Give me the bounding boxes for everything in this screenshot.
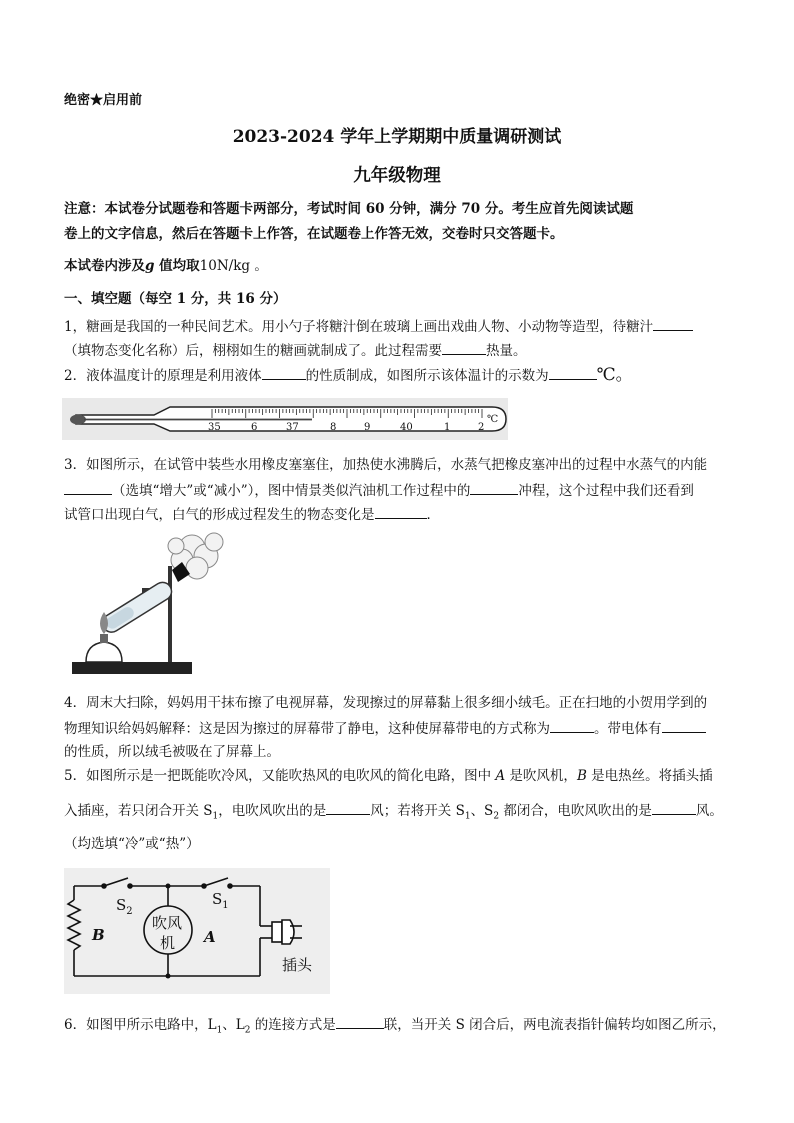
q2-blank-1[interactable] <box>262 366 306 380</box>
q5-sub-2: 2 <box>493 811 500 822</box>
q4-text-2a: 物理知识给妈妈解释：这是因为擦过的屏幕带了静电，这种使屏幕带电的方式称为 <box>64 721 550 737</box>
q5-text-2d: 、S <box>470 803 494 819</box>
thermo-label-41: 1 <box>444 422 451 433</box>
q1-blank-2[interactable] <box>442 341 486 355</box>
q1-line-1 <box>64 317 693 336</box>
thermo-label-36: 6 <box>251 422 258 433</box>
thermo-label-38: 8 <box>330 422 337 433</box>
q6-blank-1[interactable] <box>336 1015 384 1029</box>
thermo-label-40: 40 <box>400 422 413 433</box>
q5-text-1a: 5．如图所示是一把既能吹冷风，又能吹热风的电吹风的简化电路，图中 <box>64 768 496 784</box>
thermometer-bulb <box>70 415 86 425</box>
thermo-label-37: 37 <box>286 422 299 433</box>
g-note-prefix: 本试卷内涉及 <box>64 258 145 274</box>
q5-line-1 <box>64 767 713 785</box>
q4-text-2b: 。带电体有 <box>594 721 662 737</box>
q3-text-3a: 试管口出现白气，白气的形成过程发生的物态变化是 <box>64 507 375 523</box>
q5-text-2c: 风；若将开关 S <box>370 803 465 819</box>
g-note-unit: 10N/kg <box>199 258 251 274</box>
q5-sub-1: 1 <box>212 811 219 822</box>
q4-blank-2[interactable] <box>662 719 706 733</box>
label-b: B <box>92 926 105 944</box>
q5-text-2f: 风。 <box>695 803 723 819</box>
q5-sub-1b: 1 <box>464 811 471 822</box>
q1-text-1: 1，糖画是我国的一种民间艺术。用小勺子将糖汁倒在玻璃上画出戏曲人物、小动物等造型，待糖汁 <box>64 319 654 335</box>
circuit-diagram <box>64 868 330 994</box>
label-a: A <box>204 928 216 946</box>
q3-text-2b: 冲程，这个过程中我们还看到 <box>518 483 694 499</box>
section-heading: 一、填空题（每空 1 分，共 16 分） <box>64 291 287 307</box>
q3-blank-1[interactable] <box>64 481 112 495</box>
q6-sub-1: 1 <box>216 1025 223 1036</box>
q6-sub-2: 2 <box>244 1025 251 1036</box>
q1-text-2a: （填物态变化名称）后，栩栩如生的糖画就制成了。此过程需要 <box>64 343 442 359</box>
q5-var-b: B <box>576 768 587 784</box>
stand-base <box>72 662 192 674</box>
q2-blank-2[interactable] <box>549 366 597 380</box>
q6-text-a: 6．如图甲所示电路中，L <box>64 1017 217 1033</box>
q3-line-1: 3．如图所示，在试管中装些水用橡皮塞塞住，加热使水沸腾后，水蒸气把橡皮塞冲出的过程中水蒸气的内能 <box>64 457 708 473</box>
g-note-var: g <box>145 258 155 274</box>
q6-text-d: 联，当开关 S 闭合后，两电流表指针偏转均如图乙所示， <box>383 1017 726 1033</box>
q3-text-3b: ． <box>426 507 440 523</box>
q5-text-1b: 是吹风机， <box>505 768 577 784</box>
q5-text-1c: 是电热丝。将插头插 <box>586 768 713 784</box>
q5-blank-2[interactable] <box>652 801 696 815</box>
notice-line-2: 卷上的文字信息，然后在答题卡上作答，在试题卷上作答无效，交卷时只交答题卡。 <box>64 226 564 242</box>
q5-line-2 <box>64 801 723 826</box>
q6-line-1 <box>64 1015 726 1040</box>
q3-line-2 <box>64 481 694 500</box>
q5-text-2b: ，电吹风吹出的是 <box>218 803 327 819</box>
q4-line-2 <box>64 719 706 738</box>
q2-text-c: ℃。 <box>596 365 633 385</box>
q5-blank-1[interactable] <box>326 801 370 815</box>
q5-text-2a: 入插座，若只闭合开关 S <box>64 803 213 819</box>
exam-title: 2023-2024 学年上学期期中质量调研测试 <box>232 127 562 147</box>
q4-line-3: 的性质，所以绒毛被吸在了屏幕上。 <box>64 744 280 760</box>
label-s2: $S_2$ <box>116 896 133 917</box>
q6-text-b: 、L <box>222 1017 245 1033</box>
q6-text-c: 的连接方式是 <box>250 1017 336 1033</box>
thermo-unit: ℃ <box>487 414 499 425</box>
exam-subtitle: 九年级物理 <box>353 166 441 186</box>
thermometer-figure <box>62 398 508 440</box>
q3-text-2a: （选填“增大”或“减小”），图中情景类似汽油机工作过程中的 <box>112 483 471 499</box>
q3-line-3 <box>64 505 440 524</box>
q1-text-2b: 热量。 <box>486 343 527 359</box>
stand-rod <box>168 566 172 670</box>
motor-label-2: 机 <box>160 934 176 952</box>
g-note-mid: 值均取 <box>154 258 200 274</box>
q2-text-a: 2．液体温度计的原理是利用液体 <box>64 368 262 384</box>
plug-label: 插头 <box>282 956 313 974</box>
thermo-label-39: 9 <box>364 422 371 433</box>
label-s1: $S_1$ <box>212 890 229 911</box>
motor-label-1: 吹风 <box>152 914 183 932</box>
g-value-note <box>64 257 268 275</box>
notice-line-1: 注意：本试卷分试题卷和答题卡两部分，考试时间 60 分钟，满分 70 分。考生应首先阅读试题 <box>64 201 634 217</box>
q2-line <box>64 366 633 385</box>
q4-blank-1[interactable] <box>550 719 594 733</box>
q4-line-1: 4．周末大扫除，妈妈用干抹布擦了电视屏幕，发现擦过的屏幕黏上很多细小绒毛。正在扫地的小贺用学到的 <box>64 695 708 711</box>
secret-label: 绝密★启用前 <box>64 93 143 108</box>
g-note-end: 。 <box>250 258 268 274</box>
q3-blank-3[interactable] <box>375 505 427 519</box>
q3-blank-2[interactable] <box>470 481 518 495</box>
q1-blank-1[interactable] <box>653 317 693 331</box>
q5-var-a: A <box>495 768 506 784</box>
thermo-label-42: 2 <box>478 422 485 433</box>
q1-line-2 <box>64 341 527 360</box>
thermo-label-35: 35 <box>208 422 221 433</box>
q2-text-b: 的性质制成，如图所示该体温计的示数为 <box>305 368 549 384</box>
q5-text-2e: 都闭合，电吹风吹出的是 <box>499 803 652 819</box>
q5-line-3: （均选填“冷”或“热”） <box>64 836 200 852</box>
test-tube-figure <box>64 528 232 680</box>
